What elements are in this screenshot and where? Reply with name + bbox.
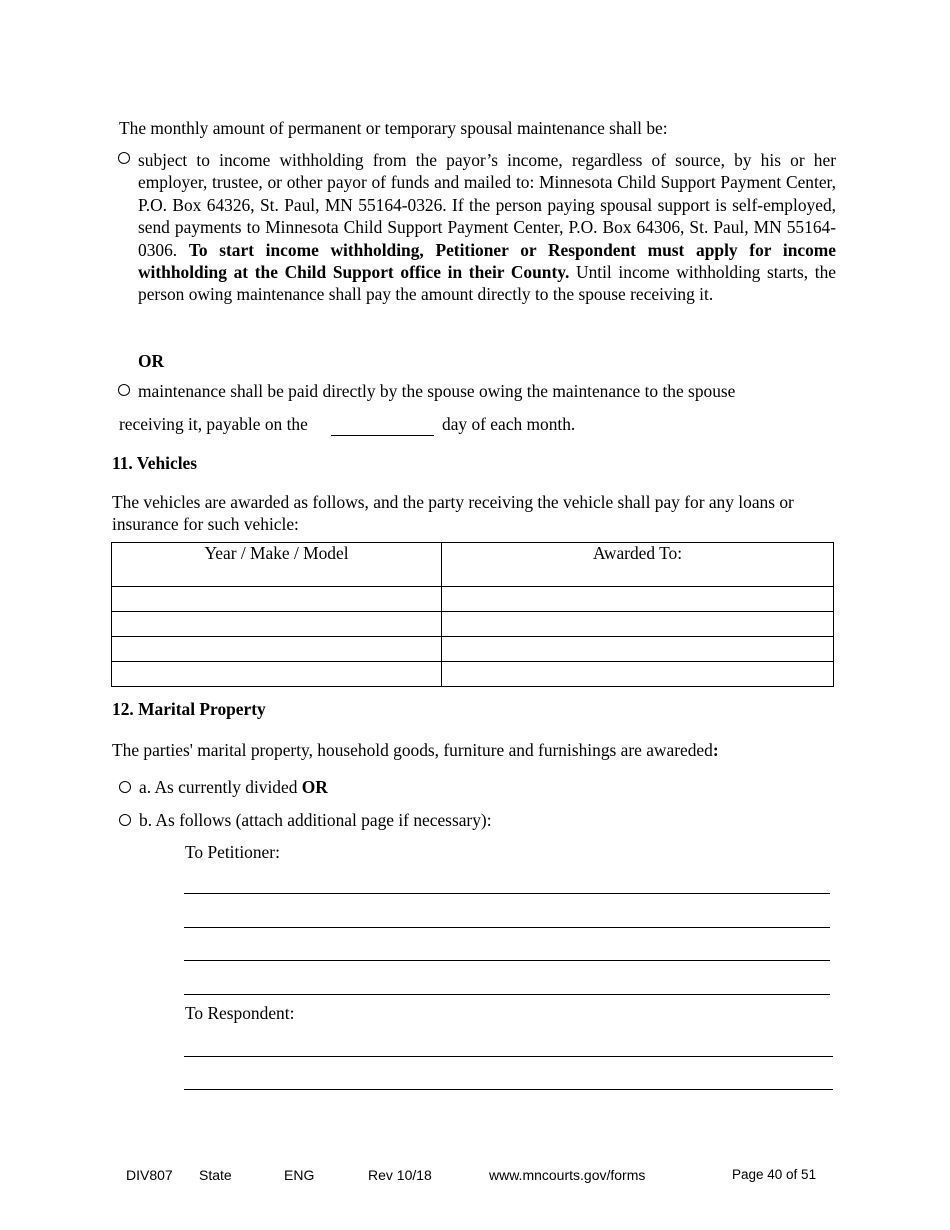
footer-url[interactable]: www.mncourts.gov/forms (489, 1167, 646, 1183)
vehicles-heading: 11. Vehicles (112, 453, 198, 473)
petitioner-line[interactable] (184, 960, 830, 961)
direct-payment-text: maintenance shall be paid directly by the spouse owing the maintenance to the spouse (138, 381, 736, 401)
footer-revision: Rev 10/18 (368, 1167, 432, 1183)
vehicle-cell[interactable] (112, 662, 442, 687)
marital-intro-text: The parties' marital property, household goods, furniture and furnishings are awareded (112, 740, 713, 760)
footer-page-number: Page 40 of 51 (732, 1167, 817, 1182)
currently-divided-text: a. As currently divided (139, 777, 302, 797)
vehicle-cell[interactable] (112, 587, 442, 612)
currently-divided-or: OR (301, 777, 328, 797)
vehicle-cell[interactable] (112, 637, 442, 662)
withholding-radio[interactable] (118, 152, 130, 164)
petitioner-line[interactable] (184, 994, 830, 995)
withholding-text-b: Until income withholding starts, the person owing maintenance shall pay the amount directly to the spouse receiving it. (138, 262, 836, 305)
vehicles-table-header (112, 543, 834, 587)
withholding-instruction: To start income withholding, Petitioner or Respondent must apply for income withholding at the Child Support office in their County. (138, 239, 836, 283)
column-header-vehicle: Year / Make / Model (112, 543, 442, 587)
vehicles-table (111, 542, 834, 687)
petitioner-line[interactable] (184, 927, 830, 928)
payable-day-field[interactable] (331, 413, 434, 436)
vehicles-intro: The vehicles are awarded as follows, and the party receiving the vehicle shall pay for any loans or insurance for such vehicle: (112, 492, 794, 535)
currently-divided-option (139, 776, 328, 798)
direct-payment-radio[interactable] (118, 384, 130, 396)
as-follows-option: b. As follows (attach additional page if necessary): (139, 810, 492, 830)
payable-day-suffix: day of each month. (442, 414, 576, 434)
marital-intro-colon: : (712, 740, 719, 760)
as-follows-radio[interactable] (119, 814, 131, 826)
table-row (112, 662, 834, 687)
withholding-text-a: subject to income withholding from the payor’s income, regardless of source, by his or her employer, trustee, or other payor of funds and mailed to: Minnesota Child Support Payment Center, P.O. Box 64326, St. Paul, MN 55164-0326. If the person paying spousal support is self-employed, send payments to Minnesota Child Support Payment Center, P.O. Box 64306, St. Paul, MN 55164-0306. (138, 150, 836, 260)
awarded-cell[interactable] (442, 637, 834, 662)
petitioner-line[interactable] (184, 893, 830, 894)
maintenance-intro: The monthly amount of permanent or temporary spousal maintenance shall be: (119, 118, 668, 138)
table-row (112, 637, 834, 662)
awarded-cell[interactable] (442, 662, 834, 687)
marital-heading: 12. Marital Property (112, 699, 266, 719)
awarded-cell[interactable] (442, 612, 834, 637)
table-row (112, 612, 834, 637)
table-row (112, 587, 834, 612)
awarded-cell[interactable] (442, 587, 834, 612)
to-respondent-label: To Respondent: (185, 1003, 295, 1023)
withholding-option-text (138, 149, 836, 306)
column-header-awarded: Awarded To: (442, 543, 834, 587)
footer-form-id: DIV807 (126, 1167, 173, 1183)
to-petitioner-label: To Petitioner: (185, 842, 280, 862)
respondent-line[interactable] (184, 1056, 833, 1057)
marital-intro (112, 739, 719, 761)
respondent-line[interactable] (184, 1089, 833, 1090)
footer-language: ENG (284, 1167, 315, 1183)
or-label: OR (138, 351, 165, 371)
currently-divided-radio[interactable] (119, 781, 131, 793)
payable-day-label: receiving it, payable on the (119, 414, 308, 434)
footer-jurisdiction: State (199, 1167, 232, 1183)
vehicle-cell[interactable] (112, 612, 442, 637)
